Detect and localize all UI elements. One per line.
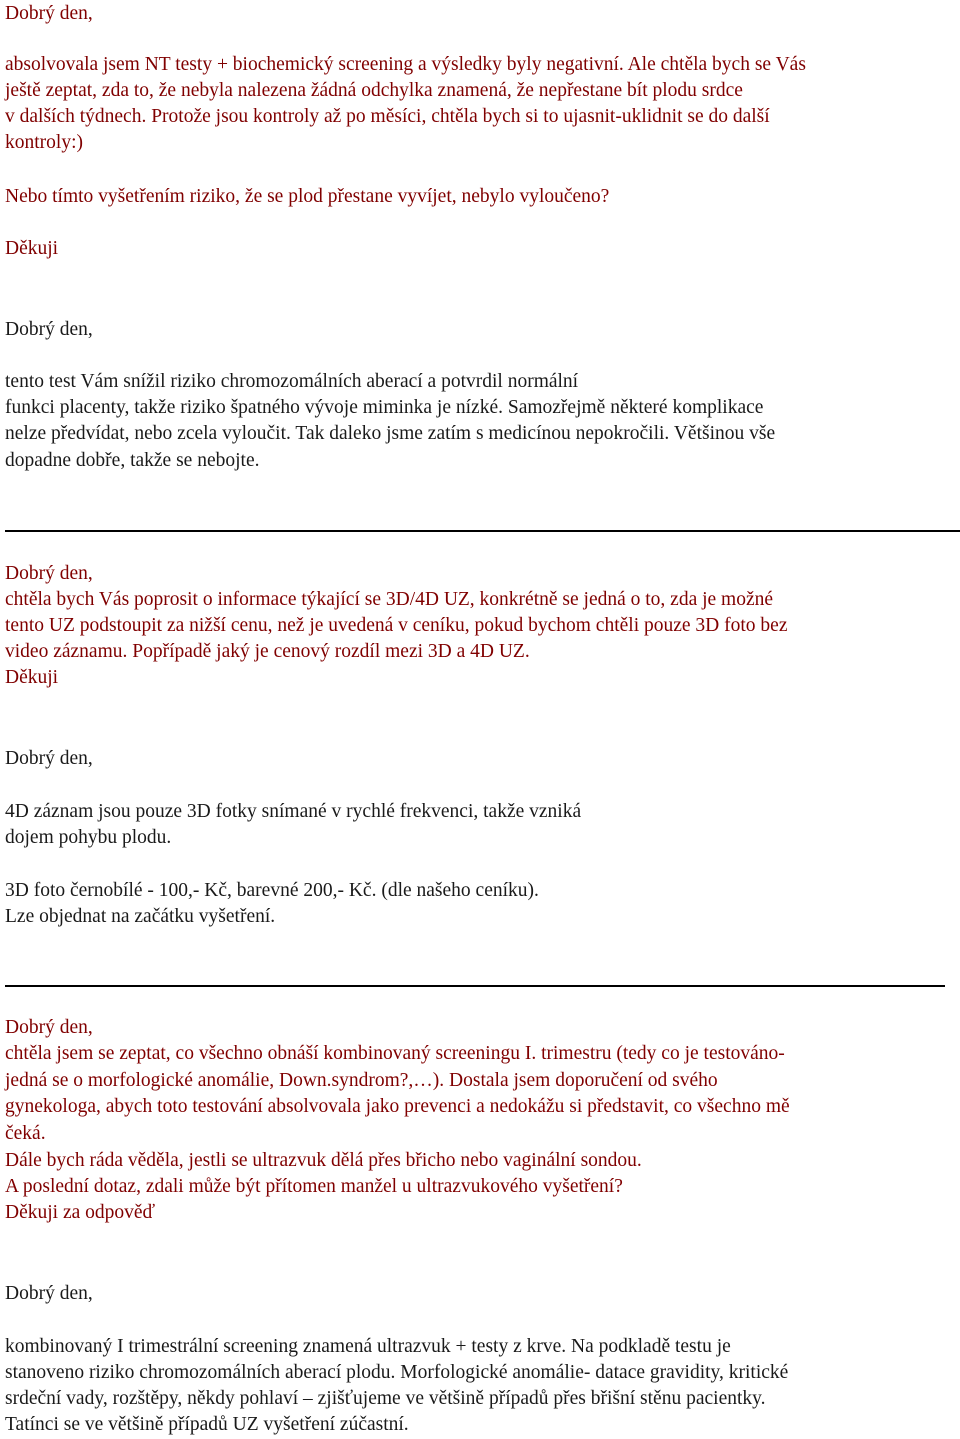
answer-line: srdeční vady, rozštěpy, někdy pohlaví – zjišťujeme ve většině případů přes břišní stěnu pacientky.: [5, 1388, 766, 1409]
question-line: kontroly:): [5, 132, 83, 153]
question-line: jedná se o morfologické anomálie, Down.syndrom?,…). Dostala jsem doporučení od svého: [5, 1070, 718, 1091]
question-line: video záznamu. Popřípadě jaký je cenový rozdíl mezi 3D a 4D UZ.: [5, 641, 530, 662]
answer-line: funkci placenty, takže riziko špatného vývoje miminka je nízké. Samozřejmě některé komplikace: [5, 397, 764, 418]
answer-line: kombinovaný I trimestrální screening znamená ultrazvuk + testy z krve. Na podkladě testu je: [5, 1336, 731, 1357]
question-line: Dále bych ráda věděla, jestli se ultrazvuk dělá přes břicho nebo vaginální sondou.: [5, 1150, 642, 1171]
answer-line: 4D záznam jsou pouze 3D fotky snímané v rychlé frekvenci, takže vzniká: [5, 801, 582, 822]
question-line: absolvovala jsem NT testy + biochemický screening a výsledky byly negativní. Ale chtěla bych se Vás: [5, 54, 806, 75]
answer-line: stanoveno riziko chromozomálních aberací plodu. Morfologické anomálie- datace gravidity, kritické: [5, 1362, 789, 1383]
question-line: chtěla jsem se zeptat, co všechno obnáší kombinovaný screeningu I. trimestru (tedy co je testováno-: [5, 1043, 785, 1064]
answer-line: Tatínci se ve většině případů UZ vyšetření zúčastní.: [5, 1414, 409, 1435]
question-greeting: Dobrý den,: [5, 1017, 93, 1038]
question-line: Nebo tímto vyšetřením riziko, že se plod přestane vyvíjet, nebylo vyloučeno?: [5, 186, 610, 207]
question-greeting: Dobrý den,: [5, 3, 93, 24]
question-line: tento UZ podstoupit za nižší cenu, než je uvedená v ceníku, pokud bychom chtěli pouze 3D foto bez: [5, 615, 788, 636]
question-signoff: Děkuji: [5, 667, 59, 688]
question-line: gynekologa, abych toto testování absolvovala jako prevenci a nedokážu si představit, co všechno mě: [5, 1096, 790, 1117]
question-line: A poslední dotaz, zdali může být přítomen manžel u ultrazvukového vyšetření?: [5, 1176, 623, 1197]
separator-rule: [5, 985, 945, 987]
answer-greeting: Dobrý den,: [5, 319, 93, 340]
answer-line: nelze předvídat, nebo zcela vyloučit. Tak daleko jsme zatím s medicínou nepokročili. Většinou vše: [5, 423, 776, 444]
question-line: ještě zeptat, zda to, že nebyla nalezena žádná odchylka znamená, že nepřestane bít plodu srdce: [5, 80, 743, 101]
answer-line: dojem pohybu plodu.: [5, 827, 172, 848]
question-line: chtěla bych Vás poprosit o informace týkající se 3D/4D UZ, konkrétně se jedná o to, zda je možné: [5, 589, 774, 610]
question-line: v dalších týdnech. Protože jsou kontroly až po měsíci, chtěla bych si to ujasnit-uklidnit se do další: [5, 106, 770, 127]
question-signoff: Děkuji: [5, 238, 59, 259]
question-line: čeká.: [5, 1123, 46, 1144]
answer-line: 3D foto černobílé - 100,- Kč, barevné 200,- Kč. (dle našeho ceníku).: [5, 880, 539, 901]
answer-greeting: Dobrý den,: [5, 748, 93, 769]
answer-greeting: Dobrý den,: [5, 1283, 93, 1304]
answer-line: dopadne dobře, takže se nebojte.: [5, 450, 260, 471]
question-greeting: Dobrý den,: [5, 563, 93, 584]
answer-line: tento test Vám snížil riziko chromozomálních aberací a potvrdil normální: [5, 371, 579, 392]
separator-rule: [5, 530, 960, 532]
answer-line: Lze objednat na začátku vyšetření.: [5, 906, 276, 927]
question-signoff: Děkuji za odpověď: [5, 1202, 156, 1223]
